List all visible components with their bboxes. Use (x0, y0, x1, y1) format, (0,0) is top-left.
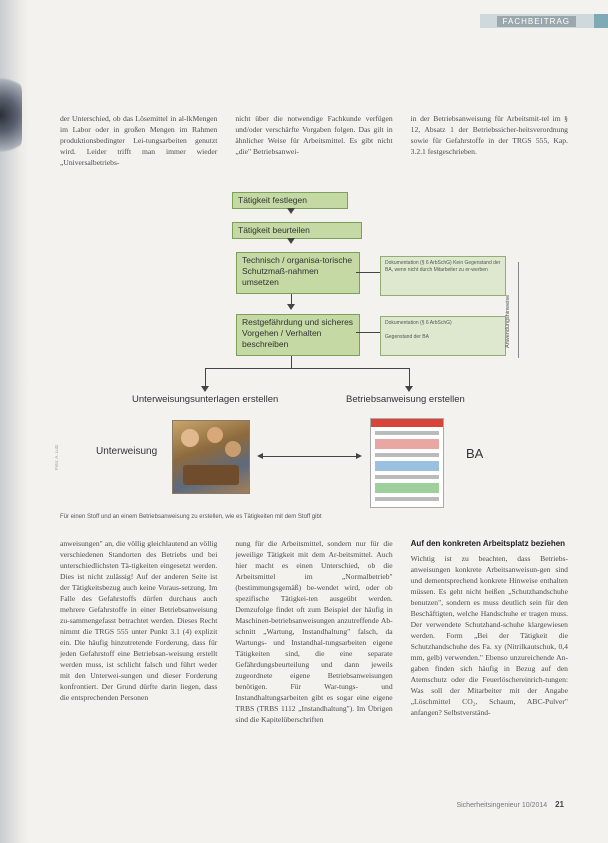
arrow-down-icon (287, 208, 295, 214)
step-assess-activity: Tätigkeit beurteilen (232, 222, 362, 239)
header-accent (594, 14, 608, 28)
arrow-left-icon (257, 453, 263, 459)
connector-line (205, 368, 206, 386)
operating-instruction-document (370, 418, 444, 508)
page-footer (456, 800, 564, 809)
figure-caption: Für einen Stoff und an einem Betriebsanweisung zu erstellen, wie es Tätigkeiten mit dem Stoff gibt (60, 514, 322, 520)
section-heading: Auf den konkreten Arbeitsplatz beziehen (410, 539, 566, 548)
double-arrow-line (262, 456, 358, 457)
text-column-2: nicht über die notwendige Fachkunde verfügen und/oder verschärfte Vorgaben folgen. Das gilt in ähnlicher Weise für Arbeitsmittel. Es gibt nicht „die" Betriebsanwei- (235, 114, 393, 156)
photo-credit: Foto: A. Lutz (54, 444, 59, 470)
table-shape (183, 465, 239, 485)
connector-line (356, 272, 380, 273)
connector-line (356, 332, 380, 333)
connector-line (409, 368, 410, 386)
text-column-4: anweisungen" an, die völlig gleichlautend an völlig verschiedenen Standorten des Betriebs und bei unterschiedlichsten Tä-tigkeiten eingesetzt werden. Dies ist nicht zulässig! Auf der anderen Seite ist der Tätigkeitsbezug auch keine Voraus-setzung. Im Falle des Gefahrstoffs dürfen durchaus auch mehrere Gefahrstoffe in einer Betriebsanweisung zu-sammengefasst betrachtet werden. Dieses Recht nimmt die TRGS 555 unter Punkt 3.1 (4) explizit ein. Die häufig hinzutretende Forderung, dass für jeden Gefahrstoff eine Betriebsan-weisung erstellt werden muss, ist schlicht falsch und führt weder mit den Unterwei-sungen und dieser Forderung konfrontiert. Der Grund dürfte darin liegen, dass die entsprechenden Personen (60, 539, 218, 702)
step-residual-hazards: Restgefährdung und sicheres Vorgehen / Verhalten beschreiben (236, 314, 360, 356)
vertical-annotation: Anwendungshinweise (505, 294, 511, 348)
step-protective-measures: Technisch / organisa-torische Schutzmaß-nahmen umsetzen (236, 252, 360, 294)
section-header (480, 14, 608, 28)
doc-header-bar (371, 419, 443, 427)
person-figure (225, 441, 241, 457)
arrow-down-icon (405, 386, 413, 392)
arrow-down-icon (287, 238, 295, 244)
journal-name: Sicherheitsingenieur 10/2014 (456, 802, 548, 809)
label-ba: BA (466, 446, 484, 461)
text-column-5: nung für die Arbeitsmittel, sondern nur für die jeweilige Tätigkeit mit dem Ar-beitsmittel. Auch hier macht es einen Unterschied, ob die Arbeitsmittel im „Normalbetrieb" (bestimmungsgemäß) be-wendet wird, oder ob spezifische Tätigkei-ten ausgeübt werden. Demzufolge findet oft zum Beispiel der häufig in Maschinen-betriebsanweisungen anzutreffende Ab-schnitt „Wartung, Instandhaltung" falsch, da Wartungs- und Instandhal-tungsarbeiten eigene Tätigkeiten sind, die eine separate Gefährdungsbeurteilung und dann jeweils zugeordnete eigene Betriebsanweisungen benötigen. Für War-tungs- und Instandhaltungsarbeiten gibt es sogar eine eigene TRBS (TRBS 1112 „Instandhaltung"). Im Übrigen sind die Kapitelüberschriften (235, 539, 393, 724)
section-label: FACHBEITRAG (497, 16, 576, 27)
label-training: Unterweisung (96, 446, 158, 457)
arrow-right-icon (356, 453, 362, 459)
top-text-columns (60, 113, 568, 168)
step-define-activity: Tätigkeit festlegen (232, 192, 348, 209)
side-note-documentation-2: Dokumentation (§ 6 ArbSchG) Gegenstand der BA (380, 316, 506, 356)
connector-line (291, 294, 292, 304)
person-figure (207, 427, 223, 443)
connector-line (291, 356, 292, 368)
text-column-6 (411, 538, 568, 725)
output-operating-instructions: Betriebsanweisung erstellen (346, 394, 465, 405)
person-figure (181, 429, 199, 447)
bottom-text-columns (60, 538, 568, 725)
page-number: 21 (555, 800, 564, 809)
page-binding-shadow (0, 0, 30, 843)
arrow-down-icon (287, 304, 295, 310)
output-training-docs: Unterweisungsunterlagen erstellen (132, 394, 279, 405)
connector-line (205, 368, 410, 369)
side-note-documentation-1: Dokumentation (§ 6 ArbSchG) Kein Gegenstand der BA, wenn nicht durch Mitarbeiter zu er-werben (380, 256, 506, 296)
arrow-down-icon (201, 386, 209, 392)
training-photo (172, 420, 250, 494)
bracket-line (518, 262, 519, 358)
text-column-3: in der Betriebsanweisung für Arbeitsmit-tel im § 12, Absatz 1 der Betriebssicher-heitsverordnung sowie für Gefahrstoffe in der TRGS 555, Kap. 3.2.1 festgeschrieben. (410, 114, 568, 156)
text-column-1: der Unterschied, ob das Lösemittel in al-lkMengen im Labor oder in großen Mengen im Rahmen produktionsbedingter Lei-tungsarbeiten genutzt wird. Leider trifft man immer wieder „Universalbetriebs- (60, 114, 218, 167)
section-body: Wichtig ist zu beachten, dass Betriebs-anweisungen konkrete Arbeitsanweisun-gen sind und dementsprechend konkrete Hinweise enthalten müssen. Es geht nicht heißen „Schutzhandschuhe benutzen", sondern es muss deutlich sein für den Beschäftigten, welche Handschuhe er tragen muss. Der verwendete Schutzhand-schuhe klargewiesen werden. Form „Bei der Tätigkeit die Schutzhandschuhe des Fa. xy (Nitrilkautschuk, 0,4 mm, gelb) verwenden." Ebenso unzureichende An-gaben finden sich häufig in Bezug auf den Atemschutz oder die Feuerlöschereinrich-tungen: Was soll der Mitarbeiter mit der Angabe „Löschmittel CO₂, Schaum, ABC-Pulver" anfangen? Selbstverständ- (410, 554, 568, 717)
